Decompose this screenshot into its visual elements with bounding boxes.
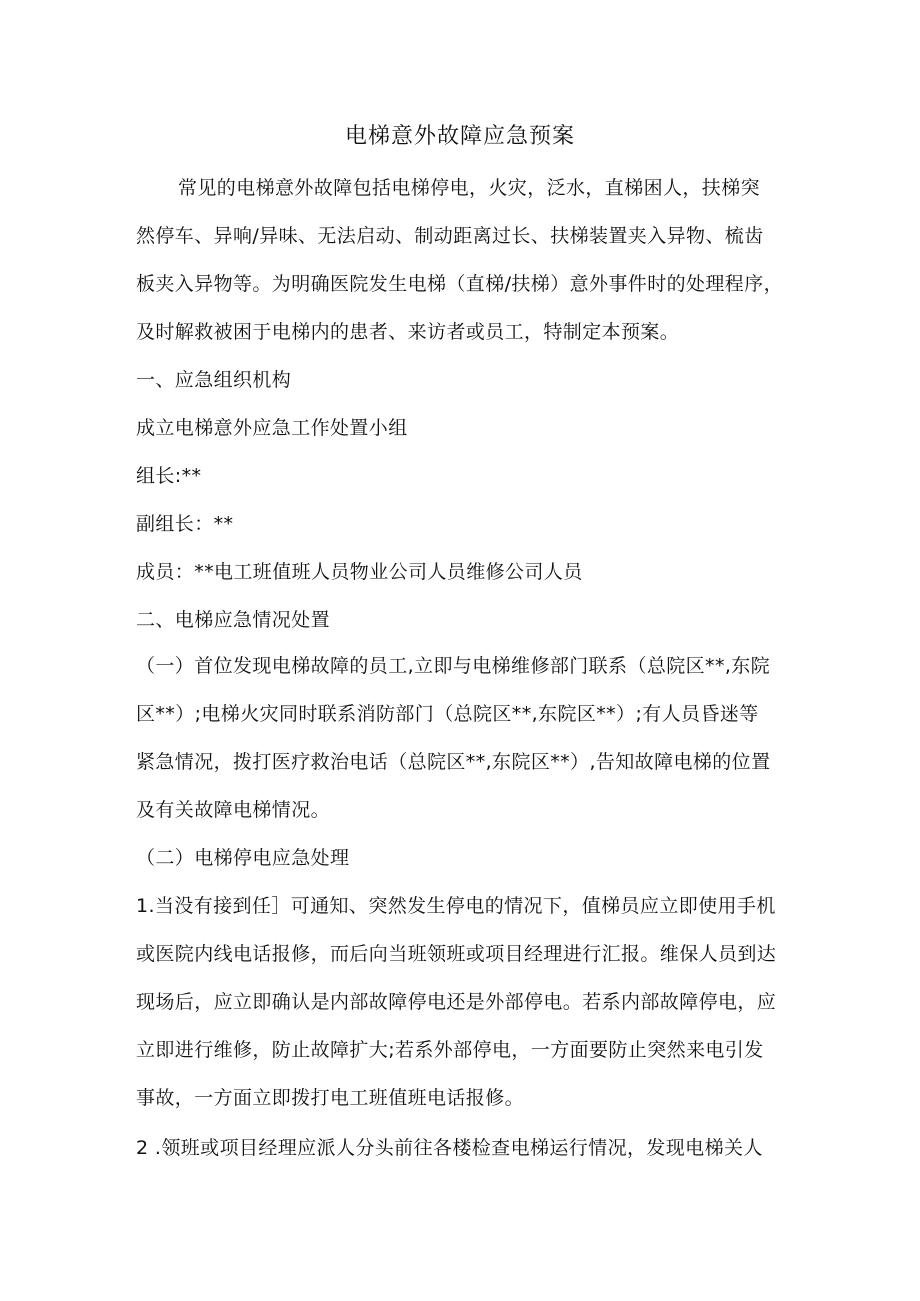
paragraph-line: 1.当没有接到任］可通知、突然发生停电的情况下，值梯员应立即使用手机 xyxy=(136,895,776,917)
paragraph-line: 区**）;电梯火灾同时联系消防部门（总院区**,东院区**）;有人员昏迷等 xyxy=(136,703,759,725)
paragraph-line: 常见的电梯意外故障包括电梯停电，火灾，泛水，直梯困人，扶梯突 xyxy=(178,177,761,199)
section-heading: 一、应急组织机构 xyxy=(136,369,292,391)
paragraph-line: 事故，一方面立即拨打电工班值班电话报修。 xyxy=(136,1087,525,1109)
document-title: 电梯意外故障应急预案 xyxy=(344,124,575,149)
paragraph-line: 组长:** xyxy=(136,465,202,487)
paragraph-line: 副组长：** xyxy=(136,513,234,535)
paragraph-line: 紧急情况，拨打医疗救治电话（总院区**,东院区**）,告知故障电梯的位置 xyxy=(136,751,771,773)
paragraph-line: 成立电梯意外应急工作处置小组 xyxy=(136,417,408,439)
paragraph-line: 2 .领班或项目经理应派人分头前往各楼检查电梯运行情况，发现电梯关人 xyxy=(136,1137,763,1159)
paragraph-line: 板夹入异物等。为明确医院发生电梯（直梯/扶梯）意外事件时的处理程序， xyxy=(136,273,784,295)
paragraph-line: （一）首位发现电梯故障的员工,立即与电梯维修部门联系（总院区**,东院 xyxy=(136,655,771,677)
section-heading: 二、电梯应急情况处置 xyxy=(136,609,331,631)
paragraph-line: 成员：**电工班值班人员物业公司人员维修公司人员 xyxy=(136,561,583,583)
paragraph-line: 或医院内线电话报修，而后向当班领班或项目经理进行汇报。维保人员到达 xyxy=(136,943,777,965)
subsection-heading: （二）电梯停电应急处理 xyxy=(136,847,350,869)
paragraph-line: 现场后，应立即确认是内部故障停电还是外部停电。若系内部故障停电，应 xyxy=(136,991,777,1013)
paragraph-line: 立即进行维修，防止故障扩大;若系外部停电，一方面要防止突然来电引发 xyxy=(136,1039,764,1061)
paragraph-line: 及有关故障电梯情况。 xyxy=(136,799,331,821)
paragraph-line: 及时解救被困于电梯内的患者、来访者或员工，特制定本预案。 xyxy=(136,321,680,343)
paragraph-line: 然停车、异响/异味、无法启动、制动距离过长、扶梯装置夹入异物、梳齿 xyxy=(136,225,764,247)
